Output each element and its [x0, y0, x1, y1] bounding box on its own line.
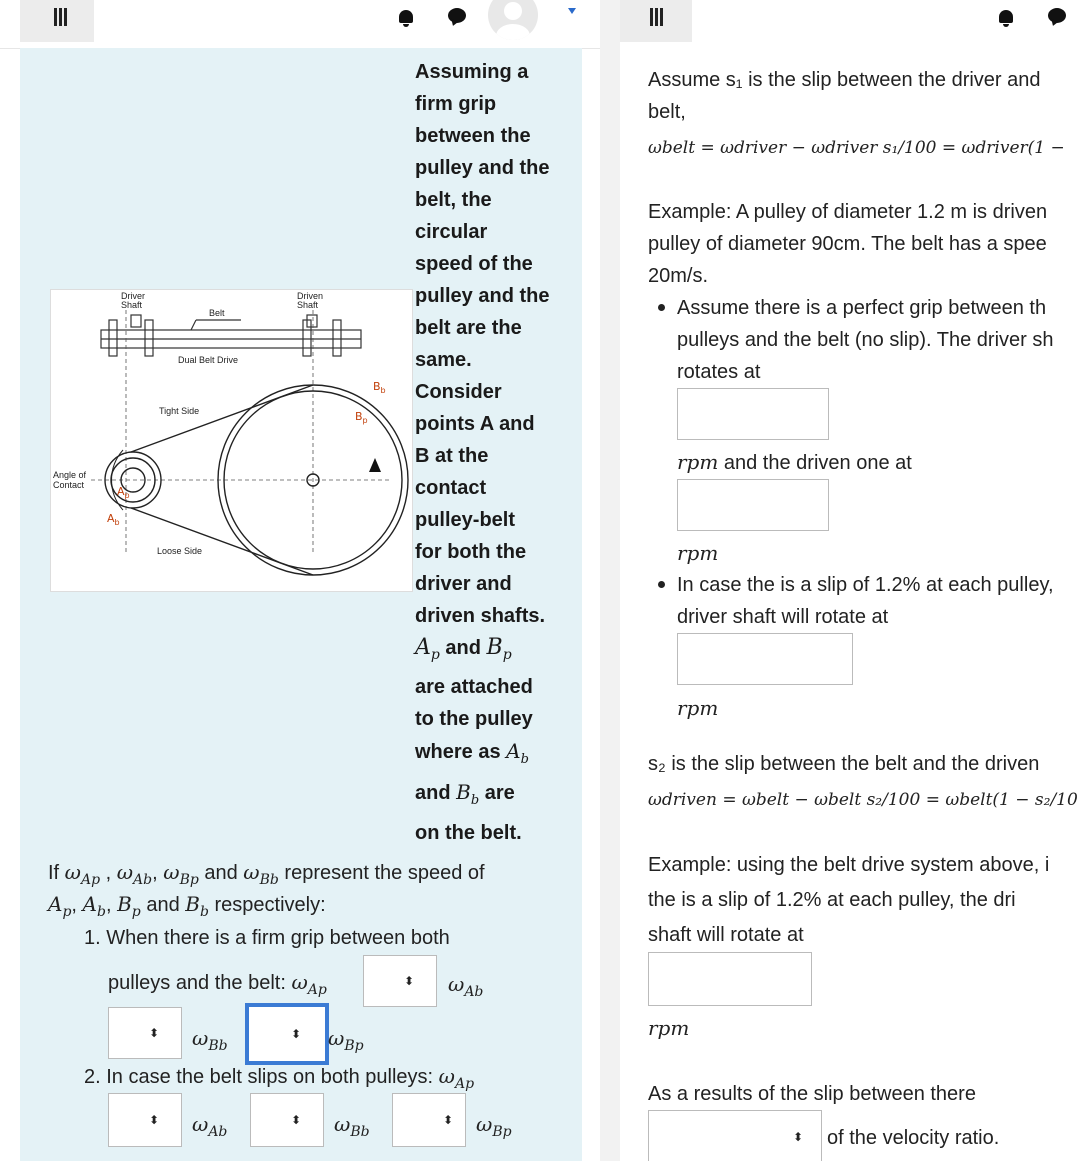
example-1-line-1: Example: A pulley of diameter 1.2 m is driven — [648, 201, 1048, 223]
bb-symbol: B — [456, 780, 471, 804]
sub-bb: Bb — [208, 1038, 228, 1054]
omega-symbol: ω — [448, 972, 465, 996]
rpm-unit: rpm — [677, 450, 719, 474]
ap-symbol: A — [415, 635, 431, 660]
sub-bp: Bp — [344, 1038, 364, 1054]
omega-bb-label — [192, 1024, 228, 1060]
omega-symbol: ω — [334, 1112, 351, 1136]
menu-icon[interactable] — [620, 0, 692, 42]
ab-sub: b — [114, 518, 120, 527]
omega-symbol: ω — [243, 860, 260, 884]
tight-side-label: Tight Side — [159, 406, 200, 416]
avatar[interactable] — [488, 0, 538, 40]
bb-label: B — [373, 380, 381, 393]
select-6[interactable] — [392, 1093, 466, 1147]
velocity-select[interactable] — [648, 1110, 822, 1161]
line: belt are the — [415, 317, 522, 339]
sub-ab: Ab — [208, 1124, 228, 1140]
text: and the driven one at — [718, 452, 912, 474]
omega-symbol: ω — [438, 1064, 455, 1088]
line: speed of the — [415, 253, 533, 275]
line: driven shafts. — [415, 605, 546, 627]
a-symbol: A — [82, 892, 97, 916]
text: 2. In case the belt slips on both pulleys: — [84, 1066, 439, 1088]
driver-shaft-label-1: Driver — [121, 291, 145, 301]
text: If — [48, 862, 65, 884]
line: for both the — [415, 541, 527, 563]
svg-text:Ab — [107, 512, 120, 527]
angle-contact-label-2: Contact — [53, 480, 85, 490]
b-sub: b — [97, 904, 106, 920]
if-omega-line: If $\omega_{Ap}$ , $\omega_{Ab}$, $\omega_{Bp}$ and $\omega_{Bb}$ represent the speed of — [48, 860, 485, 888]
ab-label: A — [107, 512, 115, 525]
omega-bp-label — [328, 1024, 364, 1060]
bullet-1-line-3: rotates at — [677, 361, 761, 383]
select-4[interactable] — [108, 1093, 182, 1147]
top-bar — [0, 0, 600, 49]
belt-label: Belt — [209, 308, 225, 318]
menu-icon[interactable] — [20, 0, 94, 42]
bullet-2-line-2: driver shaft will rotate at — [677, 606, 889, 628]
select-arrow-icon: ⬍ — [291, 1027, 302, 1041]
hamburger-icon — [20, 0, 94, 42]
velocity-ratio-text: of the velocity ratio. — [827, 1127, 1000, 1149]
item-1b — [108, 968, 327, 1004]
b-symbol: B — [185, 892, 200, 916]
text: , — [100, 862, 117, 884]
ab-sub: b — [520, 752, 529, 767]
where-as-line — [415, 735, 575, 776]
example-1-line-3: 20m/s. — [648, 265, 709, 287]
bell-icon[interactable] — [998, 10, 1014, 26]
bb-sub: b — [470, 793, 480, 808]
bp-label: B — [355, 410, 363, 423]
belt-drive-diagram — [50, 289, 413, 592]
driver-shaft-label-2: Shaft — [121, 300, 143, 310]
assume-line: Assume s₁ is the slip between the driver and — [648, 69, 1041, 91]
dual-belt-label: Dual Belt Drive — [178, 355, 239, 365]
chevron-down-icon[interactable] — [568, 8, 576, 14]
sub-ab: Ab — [133, 872, 153, 888]
text: , — [105, 894, 118, 916]
text: respectively: — [208, 894, 326, 916]
text: and — [415, 782, 457, 804]
omega-symbol: ω — [192, 1112, 209, 1136]
bb-sub: b — [380, 386, 386, 395]
bp-sub: p — [362, 416, 368, 425]
chat-icon[interactable] — [1048, 6, 1068, 26]
top-bar-right — [620, 0, 1080, 49]
a-symbol: A — [48, 892, 63, 916]
line: contact — [415, 477, 487, 499]
equation-2: ωdriven = ωbelt − ωbelt s₂/100 = ωbelt(1 − s₂/10 — [648, 790, 1078, 810]
line: are attached — [415, 676, 533, 698]
omega-symbol: ω — [291, 970, 308, 994]
item-1: 1. When there is a firm grip between both — [84, 927, 450, 949]
and-bb-line — [415, 776, 575, 817]
ap-label: A — [117, 485, 125, 498]
bell-icon[interactable] — [398, 10, 414, 26]
select-arrow-icon: ⬍ — [404, 974, 415, 988]
bullet-icon — [658, 304, 665, 311]
omega-ab-label — [448, 970, 483, 1006]
line: Consider — [415, 381, 502, 403]
chat-icon[interactable] — [448, 6, 468, 26]
loose-side-label: Loose Side — [157, 546, 203, 556]
answer-input-4[interactable] — [648, 952, 812, 1006]
select-arrow-icon: ⬍ — [291, 1113, 302, 1127]
line: pulley-belt — [415, 509, 516, 531]
answer-input-3[interactable] — [677, 633, 853, 685]
rpm-unit: rpm — [677, 696, 719, 720]
bullet-1-line-1: Assume there is a perfect grip between th — [677, 297, 1047, 319]
omega-symbol: ω — [476, 1112, 493, 1136]
line: driver and — [415, 573, 512, 595]
rpm-driven-line — [677, 446, 912, 479]
sub-ab: Ab — [464, 984, 484, 1000]
svg-text:Bp — [355, 410, 368, 425]
result-line: As a results of the slip between there — [648, 1083, 976, 1105]
p-sub: p — [131, 904, 141, 920]
right-pane — [620, 0, 1080, 1161]
driven-shaft-label-1: Driven — [297, 291, 324, 301]
line: points A and — [415, 413, 535, 435]
sub-bp: Bp — [492, 1124, 512, 1140]
sub-ap: Ap — [80, 872, 101, 888]
line: to the pulley — [415, 708, 533, 730]
respectively-line — [48, 890, 326, 926]
b-symbol: B — [117, 892, 132, 916]
omega-ab-label-2 — [192, 1110, 227, 1146]
bullet-1-line-2: pulleys and the belt (no slip). The driver sh — [677, 329, 1054, 351]
omega-symbol: ω — [64, 860, 81, 884]
sub-bb: Bb — [350, 1124, 370, 1140]
answer-input-1[interactable] — [677, 388, 829, 440]
line: B at the — [415, 445, 489, 467]
example-1-line-2: pulley of diameter 90cm. The belt has a spee — [648, 233, 1047, 255]
driven-shaft-label-2: Shaft — [297, 300, 319, 310]
line: Assuming a — [415, 61, 529, 83]
explanation-text — [415, 56, 575, 849]
rpm-unit: rpm — [648, 1016, 690, 1040]
text: pulleys and the belt: — [108, 972, 292, 994]
sub-ap: Ap — [454, 1076, 475, 1092]
ap-sub: p — [430, 647, 440, 663]
bullet-icon — [658, 581, 665, 588]
and-text: and — [439, 637, 487, 659]
text: and — [198, 862, 244, 884]
angle-contact-label-1: Angle of — [53, 470, 87, 480]
select-arrow-icon: ⬍ — [793, 1130, 804, 1144]
bullet-2-line-1: In case the is a slip of 1.2% at each pulley, — [677, 574, 1054, 596]
line: belt, the — [415, 189, 492, 211]
belt-line: belt, — [648, 101, 686, 123]
line: on the belt. — [415, 822, 522, 844]
sub-ap: Ap — [307, 982, 327, 998]
line: same. — [415, 349, 472, 371]
omega-symbol: ω — [163, 860, 180, 884]
line: firm grip — [415, 93, 497, 115]
line: circular — [415, 221, 488, 243]
ab-symbol: A — [506, 739, 521, 763]
text: and — [140, 894, 186, 916]
rpm-unit: rpm — [677, 541, 719, 565]
omega-bp-label-2 — [476, 1110, 512, 1146]
example-2-line-2: the is a slip of 1.2% at each pulley, the dri — [648, 889, 1016, 911]
text: represent the speed of — [278, 862, 485, 884]
select-arrow-icon: ⬍ — [443, 1113, 454, 1127]
select-1[interactable] — [363, 955, 437, 1007]
sub-bb: Bb — [259, 872, 279, 888]
belt-drive-svg — [51, 290, 412, 591]
equation-1: ωbelt = ωdriver − ωdriver s₁/100 = ωdriver(1 − — [648, 138, 1065, 158]
bp-symbol: B — [486, 635, 503, 660]
text: are — [479, 782, 515, 804]
omega-symbol: ω — [116, 860, 134, 884]
s2-line: s₂ is the slip between the belt and the driven — [648, 753, 1040, 775]
select-3[interactable] — [245, 1003, 329, 1065]
b-sub: b — [199, 904, 209, 920]
ap-bp-line — [415, 632, 575, 671]
line: pulley and the — [415, 285, 550, 307]
omega-bb-label-2 — [334, 1110, 370, 1146]
hamburger-icon — [620, 0, 692, 42]
line: between the — [415, 125, 531, 147]
bp-sub: p — [502, 647, 512, 663]
select-2[interactable] — [108, 1007, 182, 1059]
sub-bp: Bp — [179, 872, 199, 888]
select-arrow-icon: ⬍ — [149, 1113, 160, 1127]
example-2-line-1: Example: using the belt drive system above, i — [648, 854, 1050, 876]
text: where as — [415, 741, 507, 763]
example-2-line-3: shaft will rotate at — [648, 924, 804, 946]
omega-symbol: ω — [192, 1026, 209, 1050]
line: pulley and the — [415, 157, 550, 179]
select-5[interactable] — [250, 1093, 324, 1147]
omega-symbol: ω — [328, 1026, 345, 1050]
svg-text:Ap — [117, 485, 130, 500]
answer-input-2[interactable] — [677, 479, 829, 531]
svg-text:Bb — [373, 380, 386, 395]
p-sub: p — [62, 904, 72, 920]
ap-sub: p — [124, 491, 130, 500]
select-arrow-icon: ⬍ — [149, 1026, 160, 1040]
text: , — [71, 894, 83, 916]
